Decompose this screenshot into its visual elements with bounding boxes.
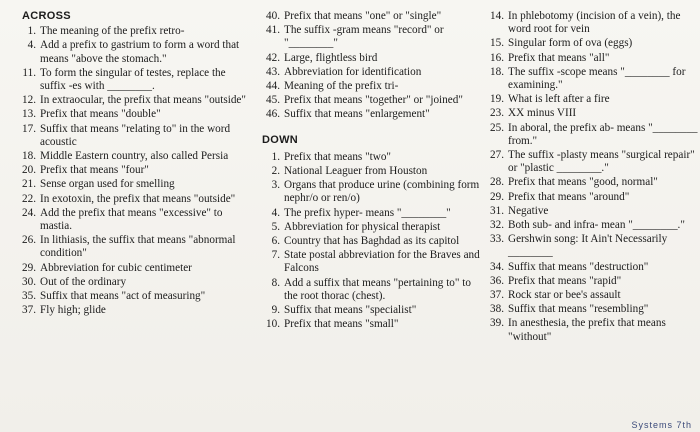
clue-item [486,317,698,343]
clue-number: 5. [271,220,280,233]
clue-item [262,10,484,23]
clue-item [486,289,698,302]
clue-text: Gershwin song: It Ain't Necessarily ________ [508,233,668,259]
clue-item [22,164,250,177]
clue-text: Both sub- and infra- mean "________." [508,219,685,232]
clue-item [262,318,484,331]
clue-item [262,249,484,275]
clue-text: To form the singular of testes, replace the suffix -es with ________. [40,66,226,93]
clue-text: Abbreviation for physical therapist [284,220,441,233]
clue-item [262,221,484,234]
clue-number: 3. [271,179,280,192]
clue-number: 1. [27,25,36,38]
clue-text: Organs that produce urine (combining form nephr/o or ren/o) [284,179,480,205]
clue-number: 18. [22,150,36,163]
clue-item [22,207,250,233]
clue-number: 30. [22,275,36,288]
clue-item [22,94,250,107]
clue-text: Suffix that means "act of measuring" [40,290,206,303]
clue-item [22,193,250,206]
clue-text: Middle Eastern country, also called Persia [40,150,229,163]
clue-item [22,67,250,93]
clue-number: 36. [490,274,504,287]
clue-text: Suffix that means "destruction" [508,260,649,273]
clue-item [262,24,484,50]
clue-number: 7. [271,249,280,262]
clue-text: In lithiasis, the suffix that means "abnormal condition" [40,234,236,260]
clue-number: 29. [22,261,36,274]
clue-number: 39. [490,317,504,330]
across-clue-list [22,25,250,317]
clue-item [486,10,698,36]
clue-text: The suffix -scope means "________ for examining." [508,65,686,92]
clue-item [22,123,250,149]
clue-number: 16. [490,51,504,64]
clue-number: 14. [490,10,504,22]
clue-item [486,149,698,175]
clue-item [262,80,484,93]
clue-text: Prefix that means "double" [40,108,161,121]
clue-item [262,179,484,205]
clue-number: 35. [22,290,36,303]
clue-number: 9. [271,304,280,317]
clue-text: Out of the ordinary [40,275,127,288]
clue-text: Suffix that means "resembling" [508,303,649,316]
clue-text: In extraocular, the prefix that means "outside" [40,94,246,107]
down-clue-list [262,151,484,332]
clue-number: 38. [490,303,504,316]
across-clue-list-continued [262,10,484,122]
clue-text: Meaning of the prefix tri- [284,80,399,93]
clue-number: 22. [22,192,36,205]
clue-item [262,108,484,121]
clue-text: In exotoxin, the prefix that means "outside" [40,192,236,205]
clue-text: Prefix that means "together" or "joined" [284,94,463,107]
clue-item [486,176,698,189]
clue-text: In phlebotomy (incision of a vein), the word root for vein [508,10,681,36]
clue-number: 27. [490,149,504,162]
clue-text: Rock star or bee's assault [508,289,621,302]
clue-text: Abbreviation for cubic centimeter [40,261,192,274]
clue-number: 29. [490,190,504,203]
clue-text: Suffix that means "enlargement" [284,108,430,121]
clue-number: 43. [266,65,280,78]
clue-number: 10. [266,318,280,331]
clue-number: 44. [266,80,280,93]
clue-item [486,219,698,232]
clue-text: Prefix that means "four" [40,164,149,177]
clue-item [486,93,698,106]
clue-item [486,275,698,288]
clue-item [22,290,250,303]
clue-item [262,66,484,79]
clue-number: 41. [266,24,280,37]
clue-number: 19. [490,93,504,106]
clue-item [262,94,484,107]
clue-text: XX minus VIII [508,107,577,120]
clue-number: 1. [271,150,280,163]
middle-column [262,10,484,332]
clue-text: Add the prefix that means "excessive" to mastia. [40,206,223,233]
clue-item [486,303,698,316]
clue-text: Prefix that means "one" or "single" [284,10,442,22]
clue-number: 46. [266,108,280,121]
clue-text: The meaning of the prefix retro- [40,25,185,38]
clue-number: 2. [271,165,280,178]
clue-number: 24. [22,206,36,219]
clue-text: Abbreviation for identification [284,65,422,78]
clue-text: Singular form of ova (eggs) [508,37,633,50]
across-column-1 [22,10,250,318]
clue-text: Prefix that means "rapid" [508,274,622,287]
clue-item [486,191,698,204]
clue-text: Prefix that means "good, normal" [508,176,658,189]
clue-item [262,52,484,65]
clue-number: 28. [490,176,504,189]
clue-item [486,122,698,148]
clue-item [22,276,250,289]
clue-item [22,178,250,191]
clue-number: 18. [490,65,504,78]
clue-text: Prefix that means "two" [284,150,392,163]
clue-text: Prefix that means "around" [508,190,630,203]
clue-item [486,205,698,218]
clue-item [22,108,250,121]
clue-item [262,207,484,220]
clue-number: 45. [266,94,280,107]
clue-text: Add a prefix to gastrium to form a word that means "above the stomach." [40,39,240,65]
clue-item [262,151,484,164]
clue-text: Country that has Baghdad as its capitol [284,235,460,248]
clue-text: In aboral, the prefix ab- means "________ from." [508,121,698,147]
clue-item [486,233,698,259]
clue-number: 13. [22,108,36,121]
clue-number: 34. [490,260,504,273]
clue-item [486,37,698,50]
clue-item [486,107,698,120]
footer-text: Systems 7th [631,420,692,430]
clue-number: 31. [490,204,504,217]
clue-item [22,150,250,163]
clue-number: 23. [490,107,504,120]
clue-item [22,234,250,260]
clue-text: Prefix that means "all" [508,51,610,64]
clue-text: Add a suffix that means "pertaining to" to the root thorac (chest). [284,276,471,302]
clue-item [486,66,698,92]
clue-number: 4. [271,206,280,219]
down-clue-list-continued [486,10,698,344]
clue-number: 4. [27,39,36,52]
clue-text: The prefix hyper- means "________" [284,206,451,219]
clue-number: 32. [490,219,504,232]
clue-number: 33. [490,233,504,246]
clue-text: National Leaguer from Houston [284,165,428,178]
clue-text: Suffix that means "specialist" [284,304,417,317]
clue-number: 6. [271,235,280,248]
clue-text: Suffix that means "relating to" in the word acoustic [40,122,231,148]
clue-number: 42. [266,51,280,64]
clue-number: 21. [22,178,36,191]
down-column-2 [486,10,698,345]
clue-number: 37. [22,304,36,317]
clue-number: 37. [490,289,504,302]
clue-text: Negative [508,204,549,217]
clue-number: 8. [271,276,280,289]
clue-text: Fly high; glide [40,304,106,317]
clue-number: 25. [490,121,504,134]
clue-text: In anesthesia, the prefix that means "without" [508,317,666,343]
clue-text: State postal abbreviation for the Braves and Falcons [284,249,480,275]
clue-number: 12. [22,94,36,107]
clue-item [262,165,484,178]
clue-number: 17. [22,122,36,135]
across-heading: ACROSS [22,10,71,22]
clue-item [22,25,250,38]
clue-item [262,277,484,303]
clue-item [22,304,250,317]
page-footer [631,420,692,430]
clue-text: Prefix that means "small" [284,318,399,331]
clue-item [22,39,250,65]
clue-number: 20. [22,164,36,177]
clue-text: Sense organ used for smelling [40,178,175,191]
down-heading: DOWN [262,133,299,146]
clue-text: The suffix -gram means "record" or "________" [284,24,444,50]
clue-item [262,304,484,317]
clue-item [22,262,250,275]
clue-number: 11. [22,66,36,79]
clue-item [486,52,698,65]
clue-text: The suffix -plasty means "surgical repair" or "plastic ________." [508,149,695,175]
clue-number: 26. [22,234,36,247]
clue-item [486,261,698,274]
clue-number: 40. [266,10,280,22]
clue-text: What is left after a fire [508,93,610,106]
clue-text: Large, flightless bird [284,51,378,64]
clue-item [262,235,484,248]
clue-number: 15. [490,37,504,50]
